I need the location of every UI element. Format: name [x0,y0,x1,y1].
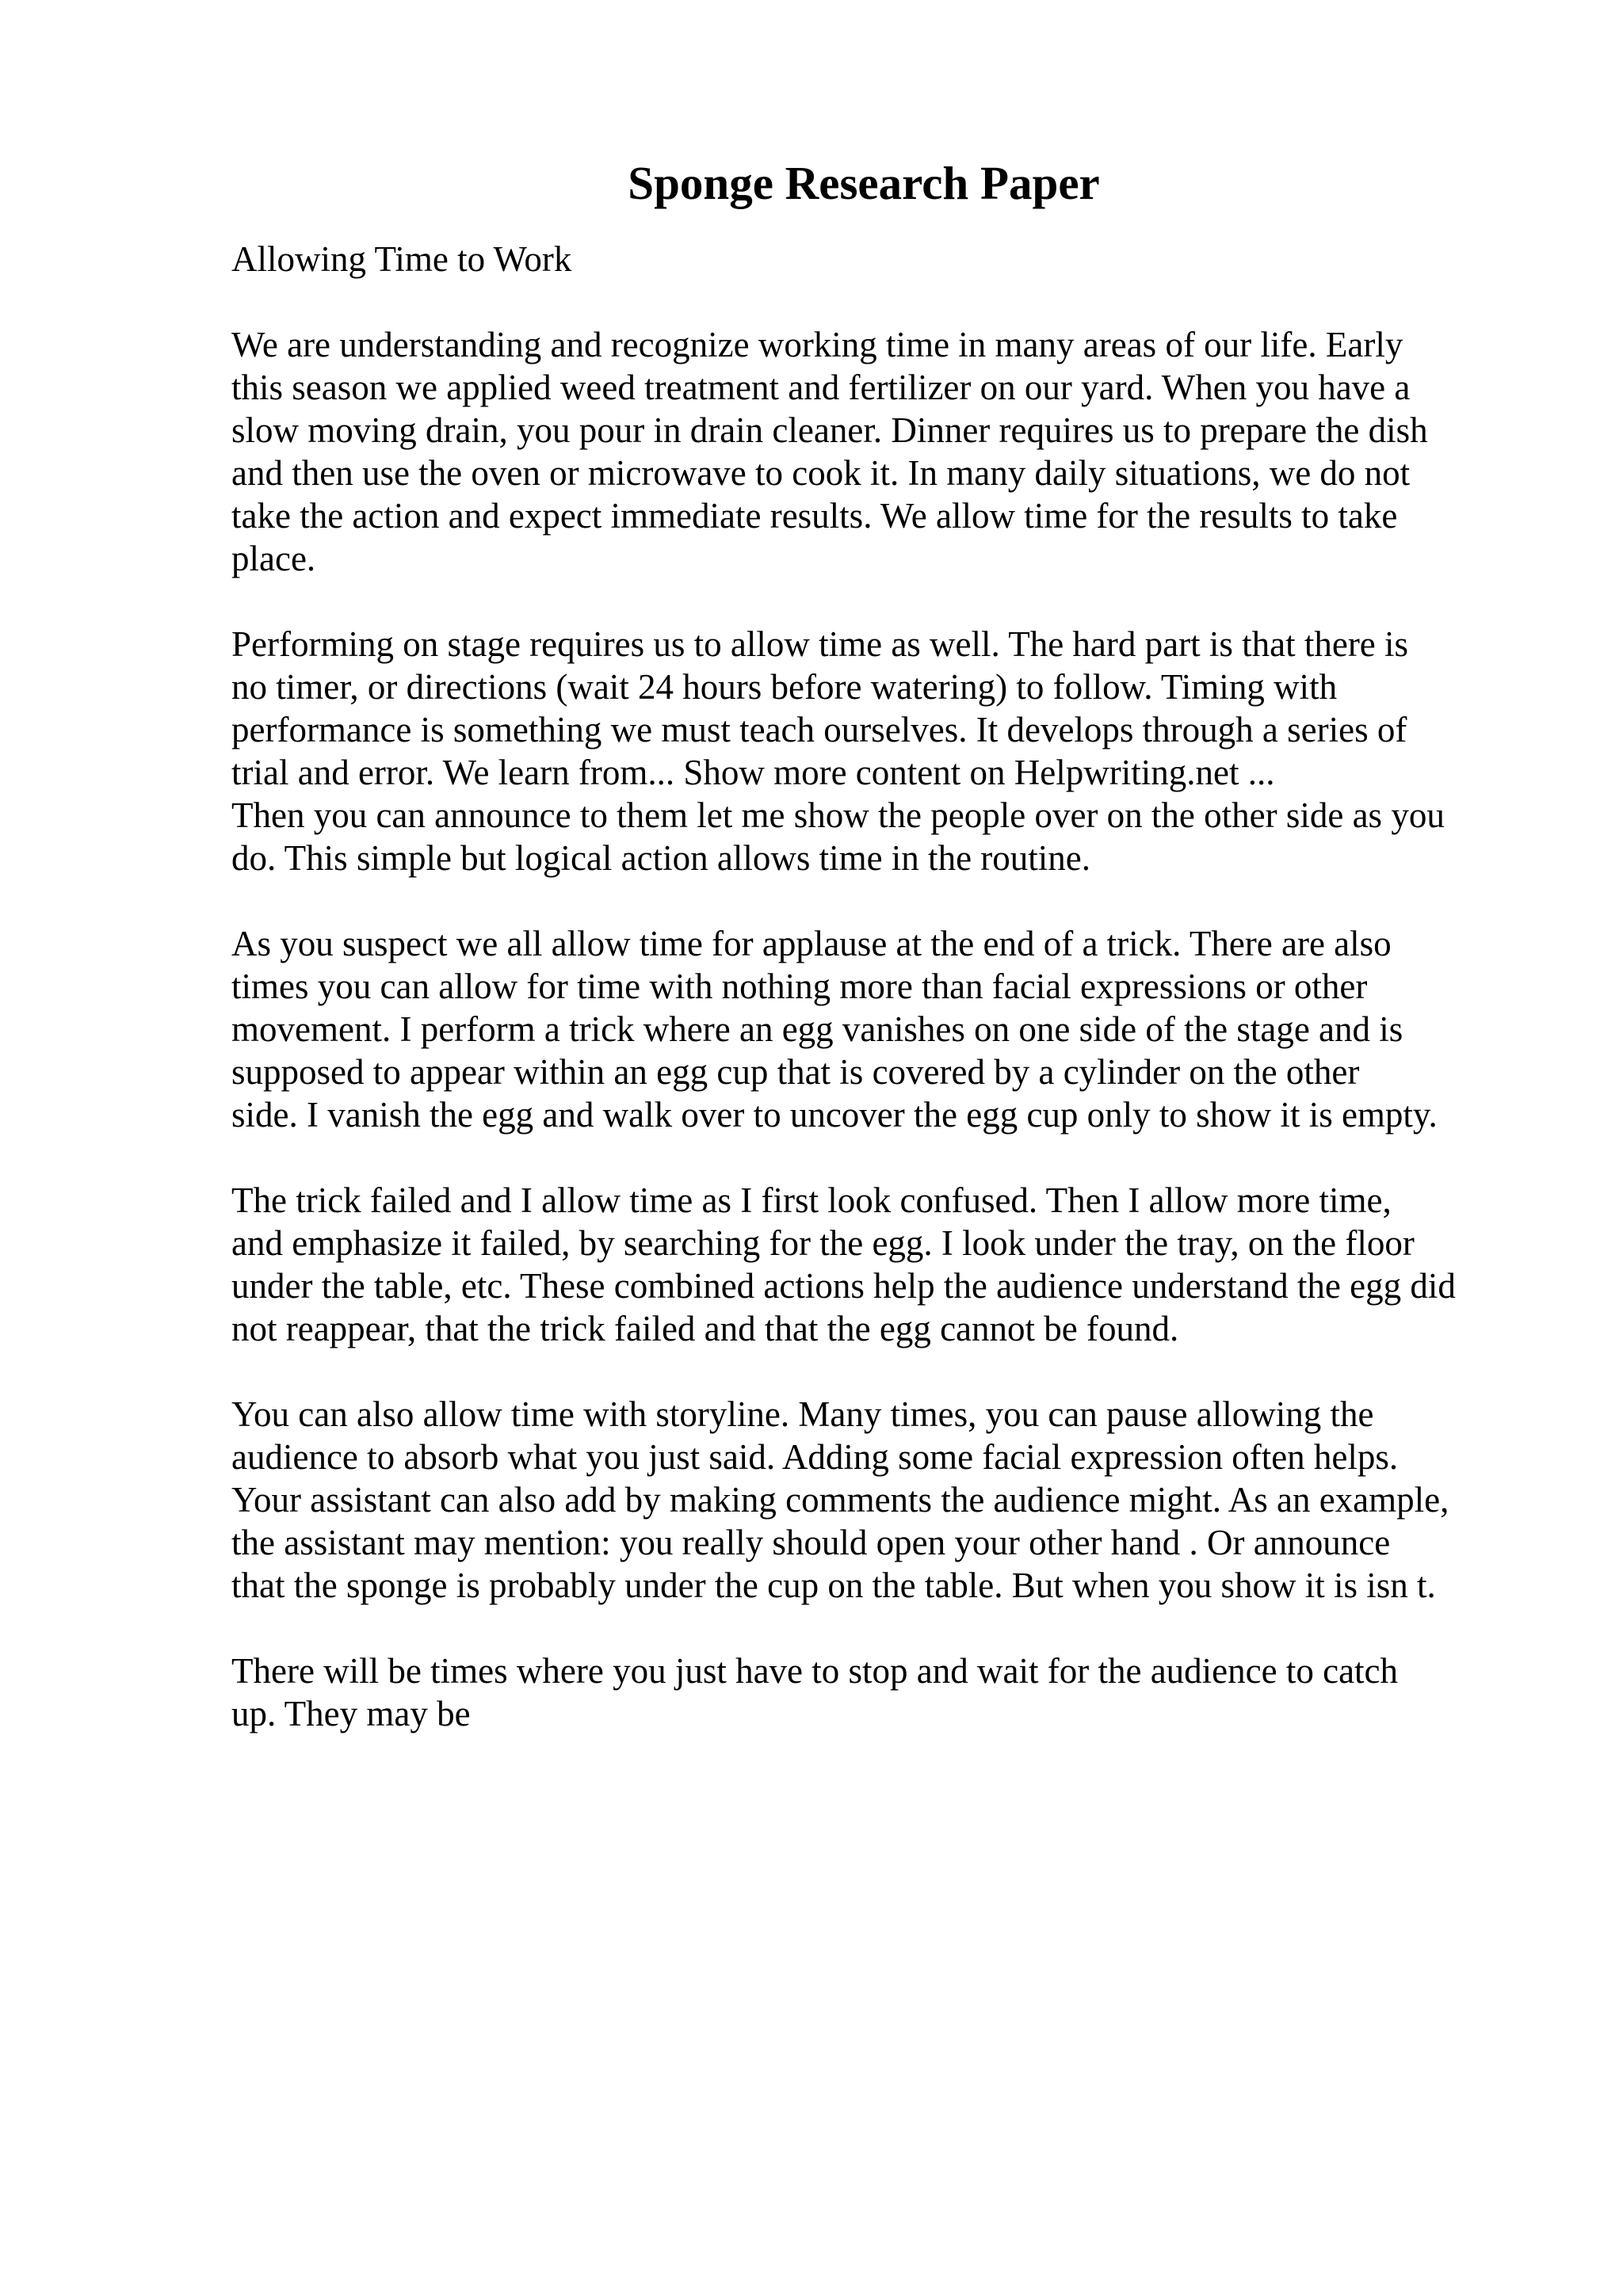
text-line: take the action and expect immediate results. We allow time for the results to take [231,496,1398,536]
text-line: movement. I perform a trick where an egg vanishes on one side of the stage and is [231,1009,1403,1049]
text-line: slow moving drain, you pour in drain cleaner. Dinner requires us to prepare the dish [231,410,1428,450]
paragraph-gap [231,1350,1515,1393]
text-line: The trick failed and I allow time as I first look confused. Then I allow more time, [231,1180,1392,1220]
text-line: Your assistant can also add by making comments the audience might. As an example, [231,1480,1449,1520]
text-line: Performing on stage requires us to allow time as well. The hard part is that there is [231,624,1409,664]
text-line: performance is something we must teach ourselves. It develops through a series of [231,710,1407,749]
text-line: You can also allow time with storyline. Many times, you can pause allowing the [231,1394,1374,1434]
document-body [231,238,1515,1735]
text-line: place. [231,539,316,578]
paragraph-3 [231,922,1515,1136]
text-line: no timer, or directions (wait 24 hours before watering) to follow. Timing with [231,667,1338,707]
text-line: and emphasize it failed, by searching for the egg. I look under the tray, on the floor [231,1223,1415,1263]
text-line: up. They may be [231,1694,471,1733]
paragraph-5 [231,1393,1515,1607]
text-line: this season we applied weed treatment and fertilizer on our yard. When you have a [231,368,1411,407]
text-line: not reappear, that the trick failed and that the egg cannot be found. [231,1309,1179,1348]
text-line: As you suspect we all allow time for applause at the end of a trick. There are also [231,924,1392,963]
paragraph-gap [231,879,1515,922]
text-line: times you can allow for time with nothing more than facial expressions or other [231,967,1368,1006]
text-line: supposed to appear within an egg cup that is covered by a cylinder on the other [231,1052,1360,1092]
text-line: the assistant may mention: you really should open your other hand . Or announce [231,1523,1391,1562]
paragraph-1 [231,323,1515,580]
section-heading: Allowing Time to Work [231,239,572,279]
paragraph-gap [231,1607,1515,1650]
text-line: audience to absorb what you just said. Adding some facial expression often helps. [231,1437,1399,1477]
text-line: and then use the oven or microwave to cook it. In many daily situations, we do not [231,453,1411,493]
text-line: Then you can announce to them let me show the people over on the other side as you [231,795,1445,835]
text-line: We are understanding and recognize working time in many areas of our life. Early [231,325,1403,364]
paragraph-gap [231,1136,1515,1179]
text-line: under the table, etc. These combined actions help the audience understand the egg did [231,1266,1456,1306]
paragraph-gap [231,280,1515,323]
paragraph-6 [231,1650,1515,1735]
text-line: do. This simple but logical action allows time in the routine. [231,838,1090,878]
text-line: There will be times where you just have to stop and wait for the audience to catch [231,1651,1399,1691]
text-line: trial and error. We learn from... Show more content on Helpwriting.net ... [231,753,1275,792]
text-line: side. I vanish the egg and walk over to uncover the egg cup only to show it is empty. [231,1095,1438,1135]
paragraph-gap [231,580,1515,623]
paragraph-4 [231,1179,1515,1350]
page-title: Sponge Research Paper [628,157,1100,209]
paragraph-2 [231,623,1515,879]
text-line: that the sponge is probably under the cup on the table. But when you show it is isn t. [231,1566,1436,1605]
